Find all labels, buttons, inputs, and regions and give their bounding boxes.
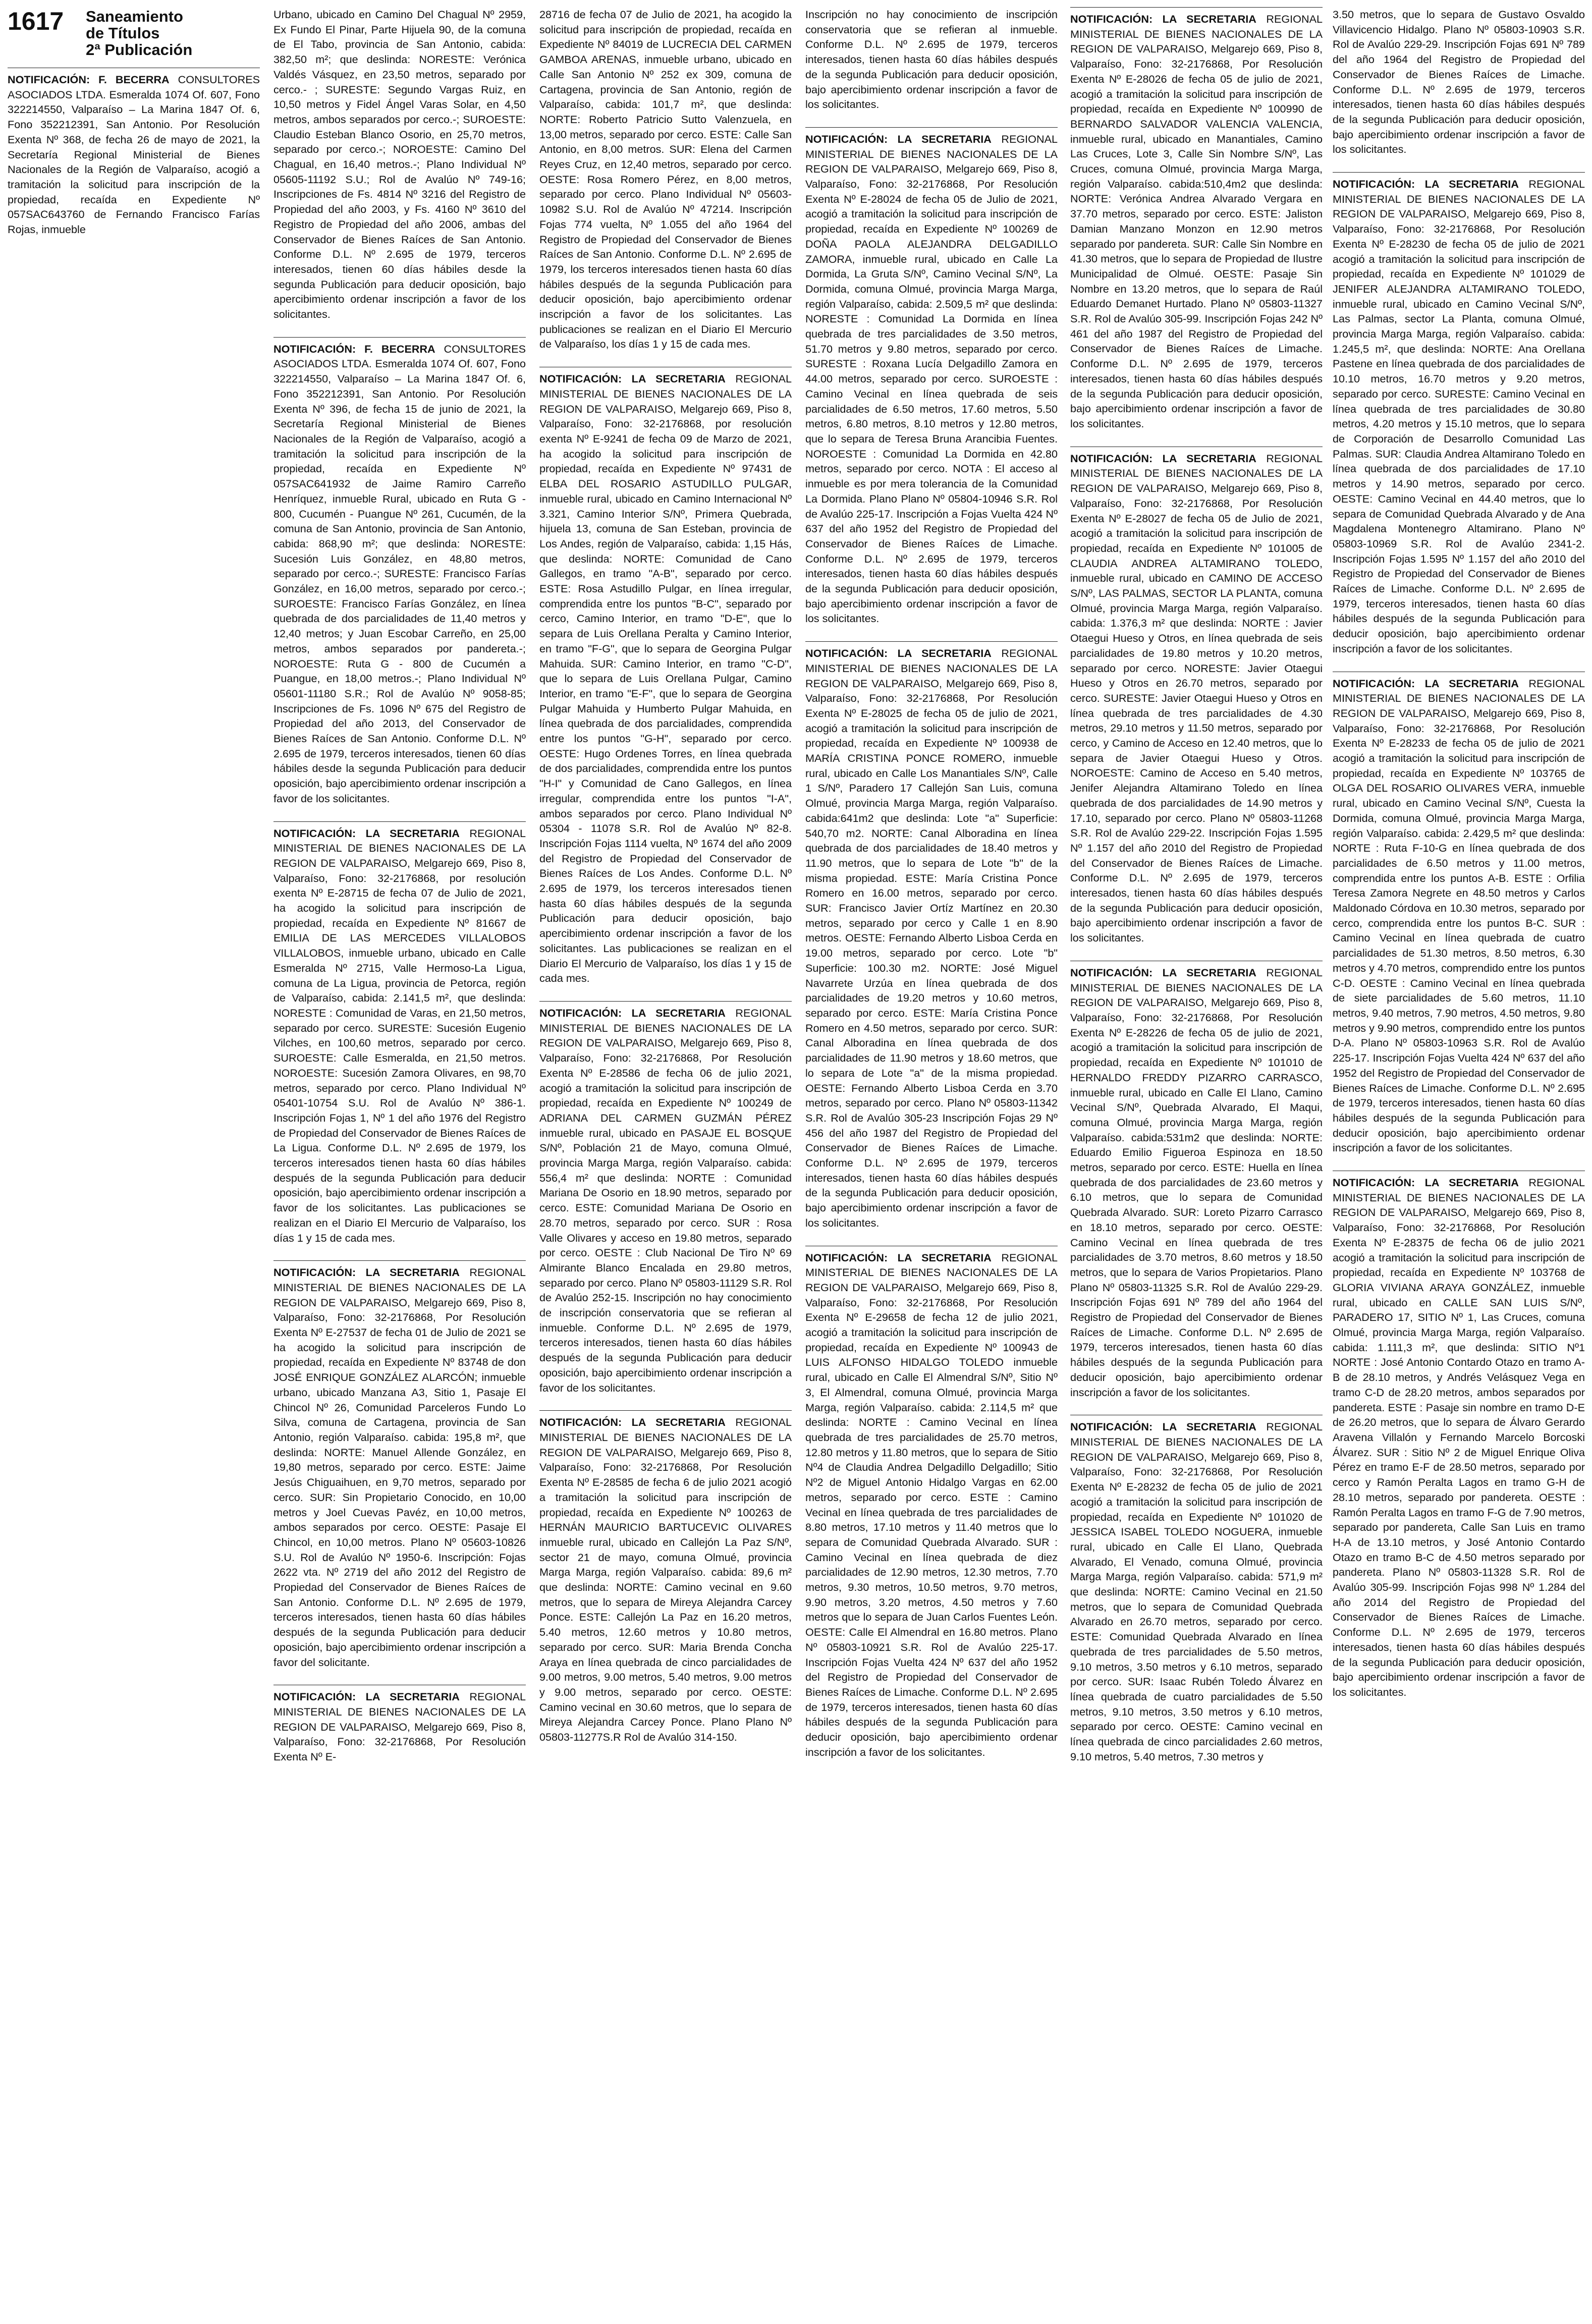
notice-heading: NOTIFICACIÓN: LA SECRETARIA (1070, 1420, 1256, 1433)
notice-body: REGIONAL MINISTERIAL DE BIENES NACIONALES DE LA REGION DE VALPARAISO, Melgarejo 669, Piso 8, Valparaíso, Fono: 32-2176868, Por Resolución Exenta Nº E-28375 de fecha 06 de julio 2021 acogió a tramitación la solicitud para inscripción de propiedad, recaída en Expediente Nº 103768 de GLORIA VIVIANA ARAYA GONZÁLEZ, inmueble rural, ubicado en CALLE SAN LUIS S/Nº, PARADERO 17, SITIO Nº 1, Las Cruces, comuna Olmué, provincia Marga Marga, región Valparaíso. cabida: 1.111,3 m², que deslinda: SITIO Nº1 NORTE : José Antonio Contardo Otazo en tramo A-B de 28.10 metros, y Andrés Velásquez Vega en tramo C-D de 28.20 metros, ambos separados por pandereta. ESTE : Pasaje sin nombre en tramo D-E de 26.20 metros, que lo separa de Álvaro Gerardo Aravena Villalón y Fernando Marcelo Borcoski Álvarez. SUR : Sitio Nº 2 de Miguel Enrique Oliva Pérez en tramo E-F de 28.50 metros, separado por cerco y Ramón Peralta Lagos en tramo G-H de 28.10 metros, separado por pandereta. OESTE : Ramón Peralta Lagos en tramo F-G de 7.90 metros, separado por pandereta, Calle San Luis en tramo H-A de 13.10 metros, y José Antonio Contardo Otazo en tramo B-C de 4.50 metros separado por pandereta. Plano Nº 05803-11328 S.R. Rol de Avalúo 305-99. Inscripción Fojas 998 Nº 1.284 del año 2014 del Registro de Propiedad del Conservador de Bienes Raíces de Limache. Conforme D.L. Nº 2.695 de 1979, terceros interesados, tienen hasta 60 días hábiles después de la segunda Publicación para deducir oposición, bajo apercibimiento ordenar inscripción a favor de los solicitantes. (1333, 1176, 1585, 1698)
notice-body: REGIONAL MINISTERIAL DE BIENES NACIONALES DE LA REGION DE VALPARAISO, Melgarejo 669, Piso 8, Valparaíso, Fono: 32-2176868, Por Resolución Exenta Nº E-28027 de fecha 05 de Julio de 2021, acogió a tramitación la solicitud para inscripción de propiedad, recaída en Expediente Nº 101005 de CLAUDIA ANDREA ALTAMIRANO TOLEDO, inmueble rural, ubicado en CAMINO DE ACCESO S/Nº, LAS PALMAS, SECTOR LA PLANTA, comuna Olmué, provincia Marga Marga, región Valparaíso. cabida: 1.376,3 m² que deslinda: NORTE : Javier Otaegui Hueso y Otros, en línea quebrada de seis parcialidades de 19.80 metros y 10.20 metros, separado por cerco. NORESTE: Javier Otaegui Hueso y Otros en 26.70 metros, separado por cerco. SURESTE: Javier Otaegui Hueso y Otros en línea quebrada de tres parcialidades de 4.30 metros, 29.10 metros y 11.50 metros, separado por cerco, y Camino de Acceso en 12.40 metros, que lo separa de Javier Otaegui Hueso y Otros. NOROESTE: Camino de Acceso en 5.40 metros, Jenifer Alejandra Altamirano Toledo en línea quebrada de dos parcialidades de 14.90 metros y 17.10, separado por cerco. Plano Nº 05803-11268 S.R. Rol de Avalúo 229-22. Inscripción Fojas 1.595 Nº 1.157 del año 2010 del Registro de Propiedad del Conservador de Bienes Raíces de Limache. Conforme D.L. Nº 2.695 de 1979, terceros interesados, tienen hasta 60 días hábiles después de la segunda Publicación para deducir oposición, bajo apercibimiento ordenar inscripción a favor de los solicitantes. (1070, 452, 1323, 945)
notice-body: REGIONAL MINISTERIAL DE BIENES NACIONALES DE LA REGION DE VALPARAISO, Melgarejo 669, Piso 8, Valparaíso, Fono: 32-2176868, Por Resolución Exenta Nº E-28024 de fecha 05 de Julio de 2021, acogió a tramitación la solicitud para inscripción de propiedad, recaída en Expediente Nº 100269 de DOÑA PAOLA ALEJANDRA DELGADILLO ZAMORA, inmueble rural, ubicado en Calle La Dormida, La Gruta S/Nº, Camino Vecinal S/Nº, La Dormida, comuna Olmué, provincia Marga Marga, región Valparaíso, cabida: 2.509,5 m² que deslinda: NORESTE : Comunidad La Dormida en línea quebrada de tres parcialidades de 3.50 metros, 51.70 metros y 9.80 metros, separado por cerco. SURESTE : Roxana Lucía Delgadillo Zamora en 44.00 metros, separado por cerco. SUROESTE : Camino Vecinal en línea quebrada de seis parcialidades de 6.50 metros, 17.60 metros, 5.50 metros, 6.80 metros, 8.10 metros y 12.80 metros, que lo separa de Teresa Bruna Arancibia Fuentes. NOROESTE : Comunidad La Dormida en 42.80 metros, separado por cerco. NOTA : El acceso al inmueble es por mera tolerancia de la Comunidad La Dormida. Plano Plano Nº 05804-10946 S.R. Rol de Avalúo 225-17. Inscripción a Fojas Vuelta 424 Nº 637 del año 1952 del Registro de Propiedad del Conservador de Bienes Raíces de Limache. Conforme D.L. Nº 2.695 de 1979, terceros interesados, tienen hasta 60 días hábiles después de la segunda Publicación para deducir oposición, bajo apercibimiento ordenar inscripción a favor de los solicitantes. (805, 132, 1058, 625)
notice-body: REGIONAL MINISTERIAL DE BIENES NACIONALES DE LA REGION DE VALPARAISO, Melgarejo 669, Piso 8, Valparaíso, Fono: 32-2176868, Por Resolución Exenta Nº E-28230 de fecha 05 de julio de 2021 acogió a tramitación la solicitud para inscripción de propiedad, recaída en Expediente Nº 101029 de JENIFER ALEJANDRA ALTAMIRANO TOLEDO, inmueble rural, ubicado en Camino Vecinal S/Nº, Las Palmas, sector La Planta, comuna Olmué, provincia Marga Marga, región Valparaíso. cabida: 1.245,5 m², que deslinda: NORTE: Ana Orellana Pastene en línea quebrada de dos parcialidades de 10.10 metros, 16.70 metros y 9.20 metros, separado por cerco. SURESTE: Camino Vecinal en línea quebrada de tres parcialidades de 30.80 metros, 4.20 metros y 15.10 metros, que lo separa de Corporación de Desarrollo Comunidad Las Palmas. SUR: Claudia Andrea Altamirano Toledo en línea quebrada de dos parcialidades de 17.10 metros y 14.90 metros, separado por cerco. OESTE: Camino Vecinal en 44.40 metros, que lo separa de Comunidad Quebrada Alvarado y de Ana Magdalena Montenegro Altamirano. Plano Nº 05803-10969 S.R. Rol de Avalúo 2341-2. Inscripción Fojas 1.595 Nº 1.157 del año 2010 del Registro de Propiedad del Conservador de Bienes Raíces de Limache. Conforme D.L. Nº 2.695 de 1979, terceros interesados, tienen hasta 60 días hábiles después de la segunda Publicación para deducir oposición, bajo apercibimiento ordenar inscripción a favor de los solicitantes. (1333, 178, 1585, 655)
notice-body: 3.50 metros, que lo separa de Gustavo Osvaldo Villavicencio Hidalgo. Plano Nº 05803-10903 S.R. Rol de Avalúo 229-29. Inscripción Fojas 691 Nº 789 del año 1964 del Registro de Propiedad del Conservador de Bienes Raíces de Limache. Conforme D.L. Nº 2.695 de 1979, terceros interesados, tienen hasta 60 días hábiles después de la segunda Publicación para deducir oposición, bajo apercibimiento ordenar inscripción a favor de los solicitantes. (1333, 8, 1585, 156)
column-1 (8, 7, 260, 2318)
notice-heading: NOTIFICACIÓN: LA SECRETARIA (1070, 13, 1256, 25)
notice-body: REGIONAL MINISTERIAL DE BIENES NACIONALES DE LA REGION DE VALPARAISO, Melgarejo 669, Piso 8, Valparaíso, Fono: 32-2176868, Por Resolución Exenta Nº E-28226 de fecha 05 de julio de 2021, acogió a tramitación la solicitud para inscripción de propiedad, recaída en Expediente Nº 101010 de HERNALDO FREDDY PIZARRO CARRASCO, inmueble rural, ubicado en Calle El Llano, Camino Vecinal S/Nº, Quebrada Alvarado, El Maqui, comuna Olmué, provincia Marga Marga, región Valparaíso. cabida:531m2 que deslinda: NORTE: Eduardo Emilio Figueroa Espinoza en 18.50 metros, separado por cerco. ESTE: Huella en línea quebrada de dos parcialidades de 23.60 metros y 6.10 metros, que lo separa de Comunidad Quebrada Alvarado. SUR: Loreto Pizarro Carrasco en 18.10 metros, separado por cerco. OESTE: Camino Vecinal en línea quebrada de tres parcialidades de 3.70 metros, 8.60 metros y 18.50 metros, que lo separa de Varios Propietarios. Plano Plano Nº 05803-11325 S.R. Rol de Avalúo 229-29. Inscripción Fojas 691 Nº 789 del año 1964 del Registro de Propiedad del Conservador de Bienes Raíces de Limache. Conforme D.L. Nº 2.695 de 1979, terceros interesados, tienen hasta 60 días hábiles después de la segunda Publicación para deducir oposición, bajo apercibimiento ordenar inscripción a favor de los solicitantes. (1070, 966, 1323, 1399)
legal-notice (273, 1265, 526, 1670)
page-number: 1617 (8, 7, 64, 35)
legal-notice (1070, 451, 1323, 946)
column-2 (273, 7, 526, 2318)
notice-heading: NOTIFICACIÓN: LA SECRETARIA (805, 647, 992, 660)
notice-body: REGIONAL MINISTERIAL DE BIENES NACIONALES DE LA REGION DE VALPARAISO, Melgarejo 669, Piso 8, Valparaíso, Fono: 32-2176868, Por Resolución Exenta Nº E-28586 de fecha 06 de julio 2021, acogió a tramitación la solicitud para inscripción de propiedad, recaída en Expediente Nº 100249 de ADRIANA DEL CARMEN GUZMÁN PÉREZ inmueble rural, ubicado en PASAJE EL BOSQUE S/Nº, Población 21 de Mayo, comuna Olmué, provincia Marga Marga, región Valparaíso. cabida: 556,4 m² que deslinda: NORTE : Comunidad Mariana De Osorio en 18.90 metros, separado por cerco. ESTE: Comunidad Mariana De Osorio en 28.70 metros, separado por cerco. SUR : Rosa Valle Olivares y acceso en 19.80 metros, separado por cerco. OESTE : Club Nacional De Tiro Nº 69 Almirante Blanco Encalada en 29.80 metros, separado por cerco. Plano Nº 05803-11129 S.R. Rol de Avalúo 252-15. Inscripción no hay conocimiento de inscripción conservatoria que se refieran al inmueble. Conforme D.L. Nº 2.695 de 1979, terceros interesados, tienen hasta 60 días hábiles después de la segunda Publicación para deducir oposición, bajo apercibimiento ordenar inscripción a favor de los solicitantes. (539, 1007, 792, 1394)
notice-body: CONSULTORES ASOCIADOS LTDA. Esmeralda 1074 Of. 607, Fono 322214550, Valparaíso – La Marina 1847 Of. 6, Fono 352212391, San Antonio. Por Resolución Exenta Nº 368, de fecha 26 de mayo de 2021, la Secretaría Regional Ministerial de Bienes Nacionales de la Región de Valparaíso, acogió a tramitación la solicitud para inscripción de la propiedad, recaída en Expediente Nº 057SAC643760 de Fernando Francisco Farías Rojas, inmueble (8, 73, 260, 236)
notice-body: CONSULTORES ASOCIADOS LTDA. Esmeralda 1074 Of. 607, Fono 322214550, Valparaíso – La Marina 1847 Of. 6, Fono 352212391, San Antonio. Por Resolución Exenta Nº 396, de fecha 15 de junio de 2021, la Secretaría Regional Ministerial de Bienes Nacionales de la Región de Valparaíso, acogió a tramitación la solicitud para inscripción de la propiedad, recaída en Expediente Nº 057SAC641932 de Jaime Ramiro Carreño Henríquez, inmueble Rural, ubicado en Ruta G - 800, Cucumén - Puangue Nº 261, Cucumén, de la comuna de San Antonio, provincia de San Antonio, cabida: 868,90 m²; que deslinda: NORESTE: Sucesión Luis González, en 48,80 metros, separado por cerco.-; SURESTE: Francisco Farías González, en 16,00 metros, separado por cerco.-; SUROESTE: Francisco Farías González, en línea quebrada de dos parcialidades de 11,40 metros y 12,40 metros; y Juan Escobar Carreño, en 25,00 metros, ambos separados por pandereta.-; NOROESTE: Ruta G - 800 de Cucumén a Puangue, en 18,00 metros.-; Plano Individual Nº 05601-11180 S.R.; Rol de Avalúo Nº 9058-85; Inscripciones de Fs. 1096 Nº 675 del Registro de Propiedad del año 2013, del Conservador de Bienes Raíces de San Antonio. Conforme D.L. Nº 2.695 de 1979, terceros interesados, tienen 60 días hábiles desde la segunda Publicación para deducir oposición, bajo apercibimiento ordenar inscripción a favor de los solicitantes. (273, 342, 526, 805)
notice-heading: NOTIFICACIÓN: LA SECRETARIA (1333, 1176, 1519, 1189)
notice-body: REGIONAL MINISTERIAL DE BIENES NACIONALES DE LA REGION DE VALPARAISO, Melgarejo 669, Piso 8, Valparaíso, Fono: 32-2176868, por resolución exenta Nº E-9241 de fecha 09 de Marzo de 2021, ha acogido la solicitud para inscripción de propiedad, recaída en Expediente Nº 97431 de ELBA DEL ROSARIO ASTUDILLO PULGAR, inmueble rural, ubicado en Camino Internacional Nº 3.321, Camino Interior S/Nº, Primera Quebrada, hijuela 13, comuna de San Esteban, provincia de Los Andes, región de Valparaíso, cabida: 1,15 Hás, que deslinda: NORTE: Comunidad de Cano Gallegos, en tramo "A-B", separado por cerco. ESTE: Rosa Astudillo Pulgar, en línea irregular, comprendida entre los puntos "B-C", separado por cerco, Camino Interior, en tramo "D-E", que lo separa de Luis Orellana Peralta y Camino Interior, en tramo "F-G", que lo separa de Georgina Pulgar Mahuida. SUR: Camino Interior, en tramo "C-D", que lo separa de Luis Orellana Pulgar, Camino Interior, en tramo "E-F", que lo separa de Georgina Pulgar Mahuida y Humberto Pulgar Mahuida, en línea quebrada de dos parcialidades, comprendida entre los puntos "G-H", separado por cerco. OESTE: Hugo Ordenes Torres, en línea quebrada de dos parcialidades, comprendida entre los puntos "H-I" y Comunidad de Cano Gallegos, en línea irregular, comprendida entre los puntos "I-A", ambos separados por cerco. Plano Individual Nº 05304 - 11078 S.R. Rol de Avalúo Nº 82-8. Inscripción Fojas 1114 vuelta, Nº 1674 del año 2009 del Registro de Propiedad del Conservador de Bienes Raíces de Los Andes. Conforme D.L. Nº 2.695 de 1979, los terceros interesados tienen hasta 60 días hábiles después de la segunda Publicación para deducir oposición, bajo apercibimiento ordenar inscripción a favor de los solicitantes. Las publicaciones se realizan en el Diario El Mercurio de Valparaíso, los días 1 y 15 de cada mes. (539, 372, 792, 985)
column-3 (539, 7, 792, 2318)
notice-heading: NOTIFICACIÓN: LA SECRETARIA (1333, 677, 1519, 690)
notice-heading: NOTIFICACIÓN: LA SECRETARIA (805, 132, 992, 145)
column-6 (1333, 7, 1585, 2318)
notice-body: REGIONAL MINISTERIAL DE BIENES NACIONALES DE LA REGION DE VALPARAISO, Melgarejo 669, Piso 8, Valparaíso, Fono: 32-2176868, Por Resolución Exenta Nº E-28025 de fecha 05 de julio de 2021, acogió a tramitación la solicitud para inscripción de propiedad, recaída en Expediente Nº 100938 de MARÍA CRISTINA PONCE ROMERO, inmueble rural, ubicado en Calle Los Manantiales S/Nº, Calle 1 S/Nº, Paradero 17 Callejón San Luis, comuna Olmué, provincia Marga Marga, región Valparaíso. cabida:641m2 que deslinda: Lote "a" Superficie: 540,70 m2. NORTE: Canal Alboradina en línea quebrada de dos parcialidades de 18.40 metros y 11.90 metros, que lo separa de Lote "b" de la misma propiedad. ESTE: María Cristina Ponce Romero en 16.00 metros, separado por cerco. SUR: Francisco Javier Ortíz Martínez en 20.30 metros, separado por cerco y Calle 1 en 8.90 metros. OESTE: Fernando Alberto Lisboa Cerda en 19.00 metros, separado por cerco. Lote "b" Superficie: 100.30 m2. NORTE: José Miguel Navarrete Urzúa en línea quebrada de dos parcialidades de 19.20 metros y 10.60 metros, separado por cerco. ESTE: María Cristina Ponce Romero en 4.50 metros, separado por cerco. SUR: Canal Alboradina en línea quebrada de dos parcialidades de 11.90 metros y 18.60 metros, que lo separa de Lote "a" de la misma propiedad. OESTE: Fernando Alberto Lisboa Cerda en 3.70 metros, separado por cerco. Plano Nº 05803-11342 S.R. Rol de Avalúo 305-23 Inscripción Fojas 29 Nº 456 del año 1987 del Registro de Propiedad del Conservador de Bienes Raíces de Limache. Conforme D.L. Nº 2.695 de 1979, terceros interesados, tienen hasta 60 días hábiles después de la segunda Publicación para deducir oposición, bajo apercibimiento ordenar inscripción a favor de los solicitantes. (805, 647, 1058, 1229)
notice-divider (805, 641, 1058, 642)
notice-body: REGIONAL MINISTERIAL DE BIENES NACIONALES DE LA REGION DE VALPARAISO, Melgarejo 669, Piso 8, Valparaíso, Fono: 32-2176868, Por Resolución Exenta Nº E-27537 de fecha 01 de Julio de 2021 se ha acogido la solicitud para inscripción de propiedad, recaída en Expediente Nº 83748 de don JOSÉ ENRIQUE GONZÁLEZ ALARCÓN; inmueble urbano, ubicado Manzana A3, Sitio 1, Pasaje El Chincol Nº 26, Comunidad Parceleros Fundo Lo Silva, comuna de Cartagena, provincia de San Antonio, región Valparaíso. cabida: 195,8 m², que deslinda: NORTE: Manuel Allende González, en 19,80 metros, separado por cerco. ESTE: Jaime Jesús Chiguaihuen, en 9,70 metros, separado por cerco. SUR: Sin Propietario Conocido, en 10,00 metros y Joel Cuevas Pavéz, en 10,00 metros, ambos separados por cerco. OESTE: Pasaje El Chincol, en 10,00 metros. Plano Nº 05603-10826 S.U. Rol de Avalúo Nº 1950-6. Inscripción: Fojas 2622 vta. Nº 2719 del año 2012 del Registro de Propiedad del Conservador de Bienes Raíces de San Antonio. Conforme D.L. Nº 2.695 de 1979, terceros interesados, tienen hasta 60 días hábiles después de la segunda Publicación para deducir oposición, bajo apercibimiento ordenar inscripción a favor del solicitante. (273, 1266, 526, 1669)
notice-heading: NOTIFICACIÓN: LA SECRETARIA (1070, 452, 1256, 465)
notice-heading: NOTIFICACIÓN: F. BECERRA (8, 73, 170, 86)
legal-notice (805, 132, 1058, 626)
notice-heading: NOTIFICACIÓN: LA SECRETARIA (805, 1251, 992, 1264)
notice-columns (8, 7, 1584, 2318)
notice-divider (539, 1001, 792, 1002)
legal-notice (539, 1006, 792, 1395)
notice-body: Inscripción no hay conocimiento de inscripción conservatoria que se refieran al inmueble. Conforme D.L. Nº 2.695 de 1979, terceros interesados, tienen hasta 60 días hábiles después de la segunda Publicación para deducir oposición, bajo apercibimiento ordenar inscripción a favor de los solicitantes. (805, 8, 1058, 111)
section-title-line: 2ª Publicación (86, 41, 193, 59)
notice-body: REGIONAL MINISTERIAL DE BIENES NACIONALES DE LA REGION DE VALPARAISO, Melgarejo 669, Piso 8, Valparaíso, Fono: 32-2176868, Por Resolución Exenta Nº E-28233 de fecha 05 de julio de 2021 acogió a tramitación la solicitud para inscripción de propiedad, recaída en Expediente Nº 103765 de OLGA DEL ROSARIO OLIVARES VERA, inmueble rural, ubicado en Camino Vecinal S/Nº, Cuesta la Dormida, comuna Olmué, provincia Marga Marga, región Valparaíso. cabida: 2.429,5 m² que deslinda: NORTE : Ruta F-10-G en línea quebrada de dos parcialidades de 6.50 metros y 11.00 metros, comprendida entre los puntos A-B. ESTE : Orfilia Teresa Zamora Negrete en 48.50 metros y Carlos Maldonado Córdova en 10.30 metros, separado por cerco, comprendida entre los puntos B-C. SUR : Camino Vecinal en línea quebrada de cuatro parcialidades de 51.30 metros, 8.50 metros, 6.30 metros y 4.70 metros, comprendido entre los puntos C-D. OESTE : Camino Vecinal en línea quebrada de siete parcialidades de 5.60 metros, 11.10 metros, 9.40 metros, 7.90 metros, 4.50 metros, 9.80 metros y 9.90 metros, comprendido entre los puntos D-A. Plano Nº 05803-10963 S.R. Rol de Avalúo 225-17. Inscripción Fojas Vuelta 424 Nº 637 del año 1952 del Registro de Propiedad del Conservador de Bienes Raíces de Limache. Conforme D.L. Nº 2.695 de 1979, terceros interesados, tienen hasta 60 días hábiles después de la segunda Publicación para deducir oposición, bajo apercibimiento ordenar inscripción a favor de los solicitantes. (1333, 677, 1585, 1154)
section-title-line: Saneamiento (86, 8, 183, 25)
legal-notice (1070, 1419, 1323, 1764)
legal-notice (1333, 7, 1585, 157)
column-4 (805, 7, 1058, 2318)
notice-body: REGIONAL MINISTERIAL DE BIENES NACIONALES DE LA REGION DE VALPARAISO, Melgarejo 669, Piso 8, Valparaíso, Fono: 32-2176868, Por Resolución Exenta Nº E-28232 de fecha 05 de julio de 2021 acogió a tramitación la solicitud para inscripción de propiedad, recaída en Expediente Nº 101020 de JESSICA ISABEL TOLEDO NOGUERA, inmueble rural, ubicado en Calle El Llano, Quebrada Alvarado, El Venado, comuna Olmué, provincia Marga Marga, región Valparaíso. cabida: 571,9 m² que deslinda: NORTE: Camino Vecinal en 21.50 metros, que lo separa de Comunidad Quebrada Alvarado en 26.70 metros, separado por cerco. ESTE: Comunidad Quebrada Alvarado en línea quebrada de tres parcialidades de 5.50 metros, 9.10 metros, 3.50 metros y 6.10 metros, separado por cerco. SUR: Isaac Rubén Toledo Álvarez en línea quebrada de cuatro parcialidades de 5.50 metros, 9.10 metros, 3.50 metros y 6.10 metros, separado por cerco. OESTE: Camino vecinal en línea quebrada de cinco parcialidades 2.60 metros, 9.10 metros, 5.40 metros, 7.30 metros y (1070, 1420, 1323, 1763)
legal-notice (1333, 177, 1585, 656)
notice-heading: NOTIFICACIÓN: LA SECRETARIA (539, 1007, 726, 1019)
legal-notice (539, 7, 792, 352)
notice-body: REGIONAL MINISTERIAL DE BIENES NACIONALES DE LA REGION DE VALPARAISO, Melgarejo 669, Piso 8, Valparaíso, Fono: 32-2176868, Por Resolución Exenta Nº E-28026 de fecha 05 de julio de 2021, acogió a tramitación la solicitud para inscripción de propiedad, recaída en Expediente Nº 100990 de BERNARDO SALVADOR VALENCIA VALENCIA, inmueble rural, ubicado en Manantiales, Camino Las Cruces, Lote 3, Calle Sin Nombre S/Nº, Las Cruces, comuna Olmué, provincia Marga Marga, región Valparaíso. cabida:510,4m2 que deslinda: NORTE: Verónica Andrea Alvarado Vergara en 37.70 metros, separado por cerco. ESTE: Jaliston Damian Manzano Monzon en 12.90 metros separado por pandereta. SUR: Calle Sin Nombre en 41.30 metros, que lo separa de Propiedad de Ilustre Municipalidad de Olmué. OESTE: Pasaje Sin Nombre en 13.20 metros, que lo separa de Raúl Eduardo Demanet Hurtado. Plano Nº 05803-11327 S.R. Rol de Avalúo 305-99. Inscripción Fojas 242 Nº 461 del año 1987 del Registro de Propiedad del Conservador de Bienes Raíces de Limache. Conforme D.L. Nº 2.695 de 1979, terceros interesados, tienen hasta 60 días hábiles después de la segunda Publicación para deducir oposición, bajo apercibimiento ordenar inscripción a favor de los solicitantes. (1070, 13, 1323, 430)
notice-heading: NOTIFICACIÓN: LA SECRETARIA (539, 372, 726, 385)
legal-notice (8, 72, 260, 237)
legal-notice (1333, 676, 1585, 1156)
notice-heading: NOTIFICACIÓN: LA SECRETARIA (539, 1416, 726, 1429)
notice-divider (273, 1260, 526, 1261)
notice-body: 28716 de fecha 07 de Julio de 2021, ha acogido la solicitud para inscripción de propiedad, recaída en Expediente Nº 84019 de LUCRECIA DEL CARMEN GAMBOA ARENAS, inmueble urbano, ubicado en Calle San Antonio Nº 252 ex 309, comuna de Cartagena, provincia de San Antonio, región de Valparaíso, cabida: 101,7 m², que deslinda: NORTE: Roberto Patricio Sutto Valenzuela, en 13,00 metros, separado por cerco. ESTE: Calle San Antonio, en 8,00 metros. SUR: Elena del Carmen Reyes Cruz, en 12,40 metros, separado por cerco. OESTE: Rosa Romero Pérez, en 8,00 metros, separado por cerco. Plano Individual Nº 05603-10982 S.U. Rol de Avalúo Nº 47214. Inscripción Fojas 774 vuelta, Nº 1.055 del año 1964 del Registro de Propiedad del Conservador de Bienes Raíces de San Antonio. Conforme D.L. Nº 2.695 de 1979, los terceros interesados tienen hasta 60 días hábiles después de la segunda Publicación para deducir oposición, bajo apercibimiento ordenar inscripción a favor de los solicitantes. Las publicaciones se realizan en el Diario El Mercurio de Valparaíso, los días 1 y 15 de cada mes. (539, 8, 792, 351)
notice-heading: NOTIFICACIÓN: LA SECRETARIA (273, 1266, 460, 1279)
notice-body: REGIONAL MINISTERIAL DE BIENES NACIONALES DE LA REGION DE VALPARAISO, Melgarejo 669, Piso 8, Valparaíso, Fono: 32-2176868, Por Resolución Exenta Nº E- (273, 1690, 526, 1763)
legal-notice (539, 1415, 792, 1744)
notice-heading: NOTIFICACIÓN: LA SECRETARIA (273, 826, 460, 840)
column-5 (1070, 7, 1323, 2318)
notice-heading: NOTIFICACIÓN: LA SECRETARIA (1333, 178, 1519, 191)
notice-heading: NOTIFICACIÓN: LA SECRETARIA (273, 1690, 460, 1703)
notice-divider (539, 1410, 792, 1411)
notice-heading: NOTIFICACIÓN: F. BECERRA (273, 342, 435, 355)
notice-body: REGIONAL MINISTERIAL DE BIENES NACIONALES DE LA REGION DE VALPARAISO, Melgarejo 669, Piso 8, Valparaíso, Fono: 32-2176868, Por Resolución Exenta Nº E-29658 de fecha 12 de julio 2021, acogió a tramitación la solicitud para inscripción de propiedad, recaída en Expediente Nº 100943 de LUIS ALFONSO HIDALGO TOLEDO inmueble rural, ubicado en Calle El Almendral S/Nº, Sitio Nº 3, El Almendral, comuna Olmué, provincia Marga Marga, región Valparaíso. cabida: 2.114,5 m² que deslinda: NORTE : Camino Vecinal en línea quebrada de tres parcialidades de 25.70 metros, 12.80 metros y 11.80 metros, que lo separa de Sitio Nº4 de Claudia Andrea Delgadillo Delgadillo; Sitio Nº2 de Miguel Antonio Hidalgo Vargas en 62.00 metros, separado por cerco. ESTE : Camino Vecinal en línea quebrada de tres parcialidades de 8.80 metros, 17.10 metros y 11.40 metros que lo separa de Comunidad Quebrada Alvarado. SUR : Camino Vecinal en línea quebrada de diez parcialidades de 12.90 metros, 12.30 metros, 7.70 metros, 9.30 metros, 10.50 metros, 9.70 metros, 9.90 metros, 3.20 metros, 4.50 metros y 7.60 metros que lo separa de Juan Carlos Fuentes León. OESTE: Calle El Almendral en 16.80 metros. Plano Nº 05803-10921 S.R. Rol de Avalúo 225-17. Inscripción Fojas Vuelta 424 Nº 637 del año 1952 del Registro de Propiedad del Conservador de Bienes Raíces de Limache. Conforme D.L. Nº 2.695 de 1979, terceros interesados, tienen hasta 60 días hábiles después de la segunda Publicación para deducir oposición, bajo apercibimiento ordenar inscripción a favor de los solicitantes. (805, 1251, 1058, 1758)
legal-notice (273, 1689, 526, 1764)
legal-notice (1333, 1175, 1585, 1700)
notice-heading: NOTIFICACIÓN: LA SECRETARIA (1070, 966, 1256, 979)
legal-notice (1070, 965, 1323, 1400)
notice-body: REGIONAL MINISTERIAL DE BIENES NACIONALES DE LA REGION DE VALPARAISO, Melgarejo 669, Piso 8, Valparaíso, Fono: 32-2176868, Por Resolución Exenta Nº E-28585 de fecha 6 de julio 2021 acogió a tramitación la solicitud para inscripción de propiedad, recaída en Expediente Nº 100263 de HERNÁN MAURICIO BARTUCEVIC OLIVARES inmueble rural, ubicado en Callejón La Paz S/Nº, sector 21 de mayo, comuna Olmué, provincia Marga Marga, región Valparaíso. cabida: 89,6 m² que deslinda: NORTE: Camino vecinal en 9.60 metros, que lo separa de Mireya Alejandra Carcey Ponce. ESTE: Callejón La Paz en 16.20 metros, 5.40 metros, 12.60 metros y 10.80 metros, separado por cerco. SUR: Maria Brenda Concha Araya en línea quebrada de cinco parcialidades de 9.00 metros, 9.00 metros, 5.40 metros, 9.00 metros y 9.00 metros, separado por cerco. OESTE: Camino vecinal en 30.60 metros, que lo separa de Mireya Alejandra Carcey Ponce. Plano Plano Nº 05803-11277S.R Rol de Avalúo 314-150. (539, 1416, 792, 1744)
notice-divider (273, 821, 526, 822)
notice-body: Urbano, ubicado en Camino Del Chagual Nº 2959, Ex Fundo El Pinar, Parte Hijuela 90, de la comuna de El Tabo, provincia de San Antonio, cabida: 382,50 m²; que deslinda: NORESTE: Verónica Valdés Vásquez, en 23,50 metros, separado por cerco.- ; SURESTE: Segundo Vargas Ruiz, en 10,50 metros y Fidel Ángel Varas Solar, en 4,50 metros, ambos separados por cerco.-; SUROESTE: Claudio Esteban Blanco Osorio, en 25,70 metros, separado por cerco.-; NOROESTE: Camino Del Chagual, en 16,40 metros.-; Plano Individual Nº 05605-11192 S.U.; Rol de Avalúo Nº 749-16; Inscripciones de Fs. 4814 Nº 3216 del Registro de Propiedad del año 2003, y Fs. 4160 Nº 3610 del Registro de Propiedad del año 2006, ambas del Conservador de Bienes Raíces de San Antonio. Conforme D.L. Nº 2.695 de 1979, terceros interesados, tienen 60 días hábiles desde la segunda Publicación para deducir oposición, bajo apercibimiento ordenar inscripción a favor de los solicitantes. (273, 8, 526, 321)
legal-notice (273, 826, 526, 1246)
notice-divider (805, 127, 1058, 128)
notice-divider (273, 337, 526, 338)
notice-divider (1333, 172, 1585, 173)
newspaper-page (8, 7, 1584, 2318)
legal-notice (273, 342, 526, 806)
legal-notice (805, 646, 1058, 1230)
legal-notice (539, 371, 792, 986)
notice-body: REGIONAL MINISTERIAL DE BIENES NACIONALES DE LA REGION DE VALPARAISO, Melgarejo 669, Piso 8, Valparaíso, Fono: 32-2176868, por resolución exenta Nº E-28715 de fecha 07 de Julio de 2021, ha acogido la solicitud para inscripción de propiedad, recaída en Expediente Nº 81667 de EMILIA DE LAS MERCEDES VILLALOBOS VILLALOBOS, inmueble urbano, ubicado en Calle Esmeralda Nº 2715, Valle Hermoso-La Ligua, comuna de La Ligua, provincia de Petorca, región de Valparaíso, cabida: 2.141,5 m², que deslinda: NORESTE : Comunidad de Varas, en 21,50 metros, separado por cerco. SURESTE: Sucesión Eugenio Vilches, en 100,60 metros, separado por cerco. SUROESTE: Calle Esmeralda, en 21,50 metros. NOROESTE: Sucesión Zamora Olivares, en 98,70 metros, separado por cerco. Plano Individual Nº 05401-10754 S.U. Rol de Avalúo Nº 386-1. Inscripción Fojas 1, Nº 1 del año 1976 del Registro de Propiedad del Conservador de Bienes Raíces de La Ligua. Conforme D.L. Nº 2.695 de 1979, los terceros interesados tienen hasta 60 días hábiles después de la segunda Publicación para deducir oposición, bajo apercibimiento ordenar inscripción a favor de los solicitantes. Las publicaciones se realizan en el Diario El Mercurio de Valparaíso, los días 1 y 15 de cada mes. (273, 826, 526, 1244)
notice-divider (1070, 7, 1323, 8)
legal-notice (273, 7, 526, 322)
section-title-line: de Títulos (86, 24, 160, 42)
legal-notice (805, 7, 1058, 112)
legal-notice (1070, 12, 1323, 431)
legal-notice (805, 1250, 1058, 1760)
